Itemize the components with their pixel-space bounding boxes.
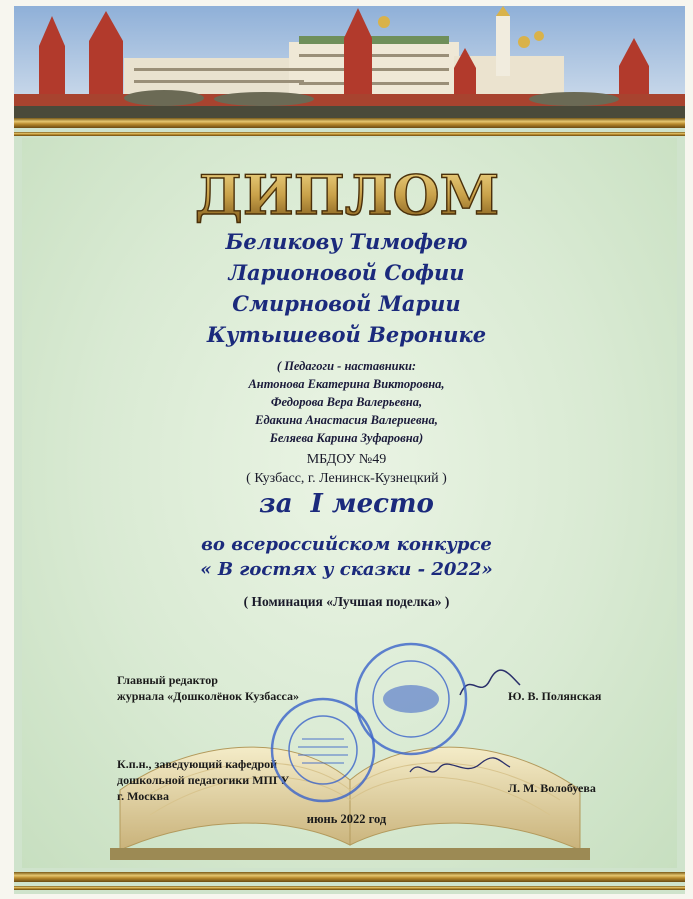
top-gold-thin-border xyxy=(14,132,685,136)
mentor-name: Беляева Карина Зуфаровна) xyxy=(269,431,424,445)
diploma-title xyxy=(182,164,512,226)
kremlin-illustration xyxy=(14,6,685,122)
dean-title-line-2: дошкольной педагогики МПГУ xyxy=(117,773,290,787)
bottom-gold-thin-border xyxy=(14,886,685,890)
bottom-gold-border xyxy=(14,872,685,882)
dean-name: Л. М. Волобуева xyxy=(508,781,596,795)
diploma-title-wrap xyxy=(0,164,693,226)
contest-line-2: « В гостях у сказки - 2022» xyxy=(200,559,493,580)
recipients-list xyxy=(0,226,693,350)
editor-title-line-1: Главный редактор xyxy=(117,673,218,687)
dean-title-line-3: г. Москва xyxy=(117,789,169,803)
recipient-name: Кутышевой Веронике xyxy=(206,322,487,347)
recipient-name: Беликову Тимофею xyxy=(225,229,468,254)
mentor-name: Антонова Екатерина Викторовна, xyxy=(248,377,445,391)
award-place: за I место xyxy=(259,489,434,519)
mentor-name: Едакина Анастасия Валериевна, xyxy=(255,413,438,427)
nomination: ( Номинация «Лучшая поделка» ) xyxy=(243,594,450,609)
editor-name: Ю. В. Полянская xyxy=(508,689,602,703)
mentor-name: Федорова Вера Валерьевна, xyxy=(270,395,423,409)
faculty-stamp xyxy=(268,695,378,805)
recipient-name: Ларионовой Софии xyxy=(228,260,465,285)
mentors-list xyxy=(0,357,693,447)
editor-title-line-2: журнала «Дошколёнок Кузбасса» xyxy=(117,689,300,703)
kremlin-banner xyxy=(14,6,685,122)
top-gold-border xyxy=(14,118,685,128)
dean-title-line-1: К.п.н., заведующий кафедрой xyxy=(117,757,278,771)
mentors-header: ( Педагоги - наставники: xyxy=(276,359,417,373)
recipient-name: Смирновой Марии xyxy=(232,291,461,316)
diploma-date: июнь 2022 год xyxy=(306,812,387,826)
contest-block xyxy=(0,532,693,582)
contest-line-1: во всероссийском конкурсе xyxy=(201,534,492,555)
organization-name: МБДОУ №49 xyxy=(306,452,387,467)
title-text: ДИПЛОМ xyxy=(194,164,499,226)
organization-location: ( Кузбасс, г. Ленинск-Кузнецкий ) xyxy=(246,471,447,486)
dean-title xyxy=(117,756,289,804)
organization-block xyxy=(0,450,693,488)
